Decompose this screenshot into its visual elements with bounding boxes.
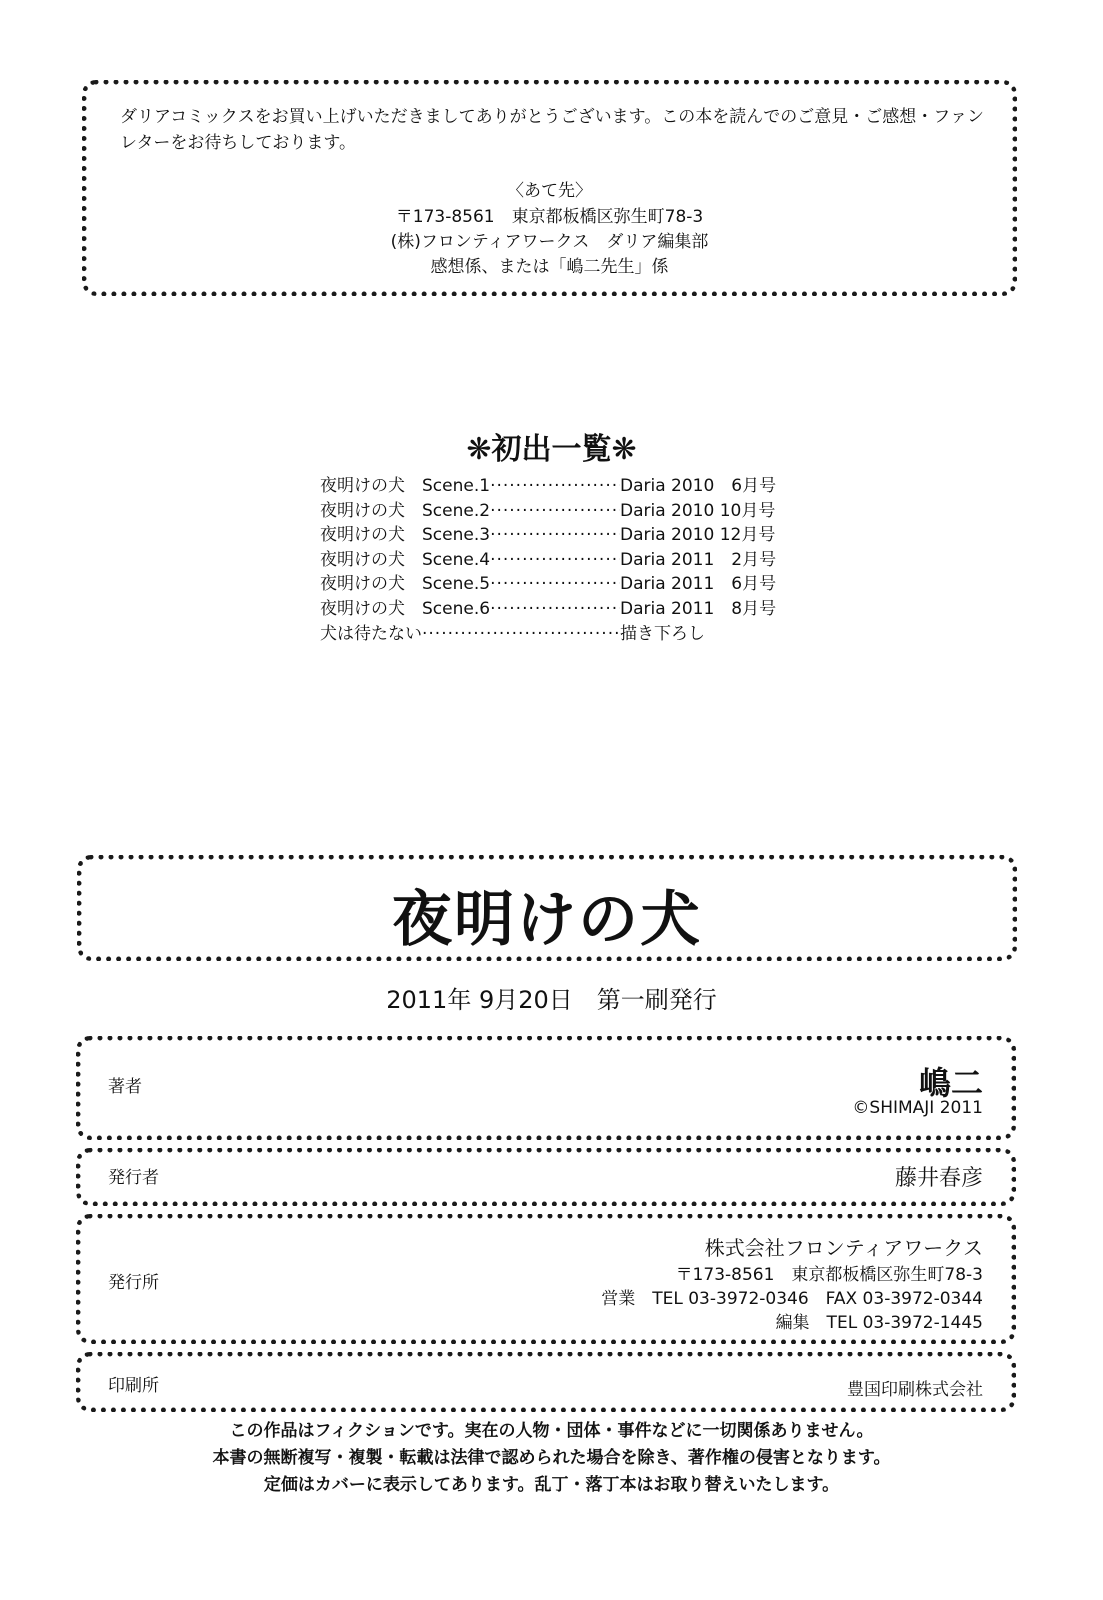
source-label: Daria 2010 6月号: [620, 476, 777, 496]
legal-notes: [0, 1418, 1103, 1499]
company-address: 〒173-8561 東京都板橋区弥生町78-3: [675, 1265, 983, 1285]
company-dept: (株)フロンティアワークス ダリア編集部: [390, 232, 709, 252]
book-title: 夜明けの犬: [392, 885, 702, 955]
story-title: 夜明けの犬: [320, 500, 405, 521]
story-title: 夜明けの犬: [320, 598, 405, 619]
source-label: Daria 2011 2月号: [620, 549, 777, 570]
author-name: 嶋二: [918, 1064, 983, 1102]
printer-label: 印刷所: [108, 1376, 159, 1396]
postal-address: 〒173-8561 東京都板橋区弥生町78-3: [395, 207, 704, 227]
publication-date: 2011年 9月20日 第一刷発行: [386, 986, 717, 1014]
publisher-name: 藤井春彦: [894, 1166, 983, 1191]
note-line: 本書の無断複写・複製・転載は法律で認められた場合を除き、著作権の侵害となります。: [212, 1448, 891, 1468]
source-label: 描き下ろし: [620, 623, 705, 644]
note-line: 定価はカバーに表示してあります。乱丁・落丁本はお取り替えいたします。: [263, 1475, 840, 1495]
leader-dots: [490, 548, 620, 573]
list-item: [320, 474, 776, 499]
story-title: 夜明けの犬: [320, 525, 405, 546]
scene-label: Scene.3: [422, 525, 491, 546]
list-item: [320, 597, 776, 622]
leader-dots: [422, 622, 620, 647]
scene-label: Scene.4: [422, 549, 491, 570]
leader-dots: [490, 474, 620, 499]
list-item: [320, 499, 776, 524]
copyright-notice: ©SHIMAJI 2011: [852, 1098, 983, 1118]
story-title: 夜明けの犬: [320, 549, 405, 570]
recipient-line: 感想係、または「嶋二先生」係: [430, 257, 669, 277]
first-publication-title: ❋初出一覧❋: [466, 432, 637, 467]
story-title: 夜明けの犬: [320, 476, 405, 496]
author-label: 著者: [108, 1077, 142, 1097]
source-label: Daria 2010 10月号: [620, 500, 776, 521]
publisher-label: 発行者: [108, 1168, 159, 1188]
leader-dots: [490, 499, 620, 524]
scene-label: Scene.6: [422, 598, 491, 619]
first-publication-list: [320, 474, 776, 646]
leader-dots: [490, 523, 620, 548]
scene-label: Scene.1: [422, 476, 491, 496]
scene-label: Scene.5: [422, 574, 491, 595]
leader-dots: [490, 597, 620, 622]
source-label: Daria 2010 12月号: [620, 525, 776, 546]
author-box: [76, 1036, 1016, 1140]
fan-letter-message: ダリアコミックスをお買い上げいただきましてありがとうございます。この本を読んでのご意見・ご感想・ファンレターをお待ちしております。: [120, 107, 984, 153]
source-label: Daria 2011 6月号: [620, 574, 777, 595]
scene-label: Scene.2: [422, 500, 491, 521]
story-title: 犬は待たない: [320, 623, 422, 644]
editorial-contact: 編集 TEL 03-3972-1445: [775, 1313, 983, 1333]
source-label: Daria 2011 8月号: [620, 598, 777, 619]
publisher-box: [76, 1148, 1016, 1206]
printer-name: 豊国印刷株式会社: [847, 1380, 983, 1400]
sales-contact: 営業 TEL 03-3972-0346 FAX 03-3972-0344: [601, 1289, 983, 1309]
address-heading: 〈あて先〉: [507, 181, 592, 201]
list-item: [320, 622, 776, 647]
leader-dots: [490, 572, 620, 597]
company-label: 発行所: [108, 1273, 159, 1293]
note-line: この作品はフィクションです。実在の人物・団体・事件などに一切関係ありません。: [229, 1421, 874, 1441]
list-item: [320, 572, 776, 597]
list-item: [320, 523, 776, 548]
list-item: [320, 548, 776, 573]
story-title: 夜明けの犬: [320, 574, 405, 595]
company-name: 株式会社フロンティアワークス: [704, 1236, 983, 1260]
